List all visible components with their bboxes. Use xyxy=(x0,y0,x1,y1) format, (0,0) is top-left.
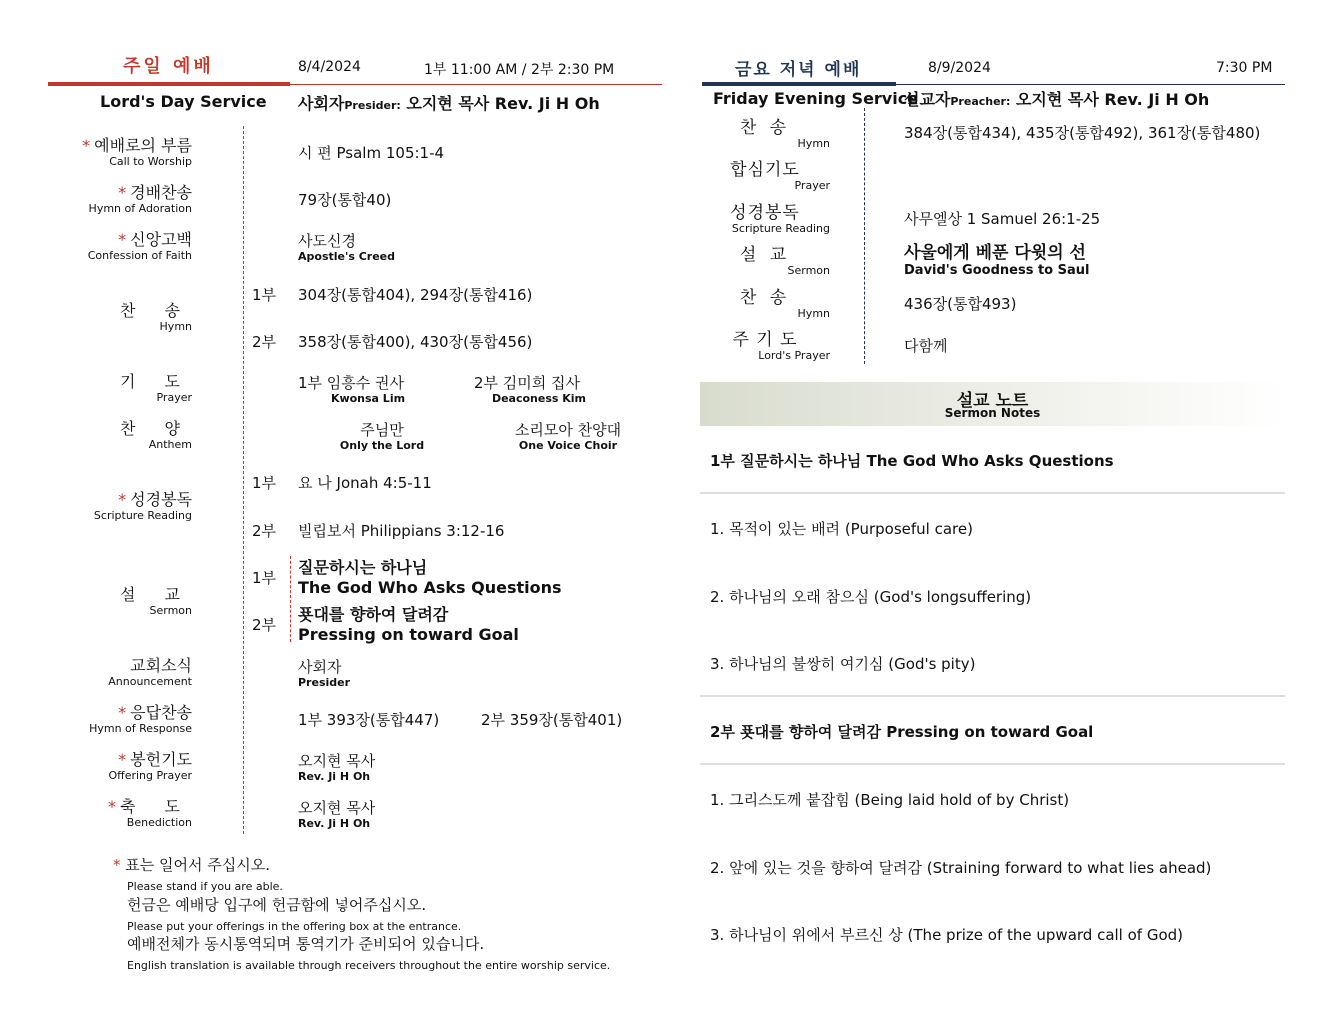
notes-part2-point: 2. 앞에 있는 것을 향하여 달려감 (Straining forward to what lies ahead) xyxy=(710,859,1212,877)
note-offering xyxy=(127,894,461,934)
note-translation-ko: 예배전체가 동시통역되며 통역기가 준비되어 있습니다. xyxy=(127,935,485,953)
faith-value-en: Apostle's Creed xyxy=(298,250,396,263)
benediction-en: Benediction xyxy=(126,816,192,829)
prayer-ko: 기 도 xyxy=(120,372,192,391)
call-ko: 예배로의 부름 xyxy=(94,136,192,155)
notes-part2-point: 1. 그리스도께 붙잡힘 (Being laid hold of by Christ) xyxy=(710,791,1070,809)
notes-part2-point: 3. 하나님이 위에서 부르신 상 (The prize of the upward call of God) xyxy=(710,926,1184,944)
friday-scripture-value: 사무엘상 1 Samuel 26:1-25 xyxy=(904,210,1101,228)
fri-hymn2-en: Hymn xyxy=(797,307,830,320)
hymn-part2: 2부 xyxy=(252,333,277,351)
anthem-a1: 주님만 xyxy=(360,421,404,439)
stand-marker: * xyxy=(118,703,127,722)
fri-scripture-ko: 성경봉독 xyxy=(730,203,800,223)
friday-prayer-label xyxy=(700,160,830,192)
note-stand-en: Please stand if you are able. xyxy=(127,880,283,893)
response-value2: 2부 359장(통합401) xyxy=(481,711,623,729)
fri-hymn1-en: Hymn xyxy=(797,137,830,150)
note-offering-en: Please put your offerings in the offering box at the entrance. xyxy=(127,920,462,933)
scripture-en: Scripture Reading xyxy=(93,509,192,522)
response-label xyxy=(2,703,192,735)
confession-label xyxy=(2,230,192,262)
presider-ko: 사회자 xyxy=(298,94,345,113)
offering-en: Offering Prayer xyxy=(108,769,192,782)
benediction-value-ko: 오지현 목사 xyxy=(298,799,376,817)
adoration-en: Hymn of Adoration xyxy=(88,202,192,215)
fri-scripture-en: Scripture Reading xyxy=(731,222,830,235)
benediction-ko: 축 도 xyxy=(120,797,192,816)
prayer-label xyxy=(2,372,192,404)
notes-part1-point: 2. 하나님의 오래 참으심 (God's longsuffering) xyxy=(710,588,1032,606)
prayer-en: Prayer xyxy=(156,391,192,404)
call-to-worship-label xyxy=(2,136,192,168)
notes-divider xyxy=(700,695,1285,697)
friday-time: 7:30 PM xyxy=(1216,60,1273,76)
friday-lords-prayer-value: 다함께 xyxy=(904,337,948,355)
prayer-p2: 2부 김미희 집사 xyxy=(474,374,581,392)
hymn-part1: 1부 xyxy=(252,286,277,304)
anthem-title xyxy=(322,419,442,452)
sunday-subtitle: Lord's Day Service xyxy=(100,92,267,111)
hymn-value2: 358장(통합400), 430장(통합456) xyxy=(298,333,533,351)
offering-label xyxy=(2,750,192,782)
sermon-divider xyxy=(290,556,291,642)
sermon-title2-en: Pressing on toward Goal xyxy=(298,625,519,644)
announce-value-en: Presider xyxy=(298,676,351,689)
scripture-part2: 2부 xyxy=(252,522,277,540)
presider-name: 오지현 목사 Rev. Ji H Oh xyxy=(400,94,600,113)
benediction-value-en: Rev. Ji H Oh xyxy=(298,817,371,830)
scripture-ko: 성경봉독 xyxy=(130,490,192,509)
friday-subtitle: Friday Evening Service xyxy=(713,89,919,108)
preacher-name: 오지현 목사 Rev. Ji H Oh xyxy=(1010,90,1210,109)
sunday-rule-thick xyxy=(48,82,290,86)
fri-prayer-ko: 합심기도 xyxy=(730,160,800,180)
friday-hymn2-label xyxy=(700,288,830,320)
friday-preacher xyxy=(904,87,1209,110)
sermon-title2-ko: 푯대를 향하여 달려감 xyxy=(298,605,449,624)
sunday-divider xyxy=(243,126,244,834)
notes-part1-heading: 1부 질문하시는 하나님 The God Who Asks Questions xyxy=(710,452,1114,470)
anthem-a2: 소리모아 찬양대 xyxy=(514,421,622,439)
stand-marker: * xyxy=(113,856,121,874)
fri-sermon-title-ko: 사울에게 베푼 다윗의 선 xyxy=(904,243,1086,263)
sermon-notes-title: 설교 노트 xyxy=(956,391,1029,411)
faith-value-ko: 사도신경 xyxy=(298,232,356,250)
note-translation xyxy=(127,933,610,973)
scripture-label xyxy=(2,490,192,522)
sermon-part1: 1부 xyxy=(252,569,277,587)
prayer-p2-en: Deaconess Kim xyxy=(491,392,587,405)
sunday-title: 주일 예배 xyxy=(123,56,214,77)
sunday-presider xyxy=(298,91,600,114)
faith-en: Confession of Faith xyxy=(87,249,192,262)
notes-part1-point: 3. 하나님의 불쌍히 여기심 (God's pity) xyxy=(710,655,976,673)
sermon-title1-en: The God Who Asks Questions xyxy=(298,578,562,597)
note-translation-en: English translation is available through receivers throughout the entire worship service. xyxy=(127,959,611,972)
announcement-label xyxy=(2,656,192,688)
anthem-choir xyxy=(503,419,633,452)
notes-part2-heading: 2부 푯대를 향하여 달려감 Pressing on toward Goal xyxy=(710,723,1094,741)
prayer-p1-en: Kwonsa Lim xyxy=(330,392,406,405)
offering-value xyxy=(298,750,375,783)
scripture-value1: 요 나 Jonah 4:5-11 xyxy=(298,474,432,492)
friday-scripture-label xyxy=(700,203,830,235)
announce-en: Announcement xyxy=(108,675,192,688)
sermon-title1-ko: 질문하시는 하나님 xyxy=(298,558,428,577)
note-stand-ko: 표는 일어서 주십시오. xyxy=(125,856,270,874)
hymn-value1: 304장(통합404), 294장(통합416) xyxy=(298,286,533,304)
fri-hymn2-ko: 찬 송 xyxy=(739,288,791,308)
anthem-en: Anthem xyxy=(148,438,192,451)
scripture-value2: 빌립보서 Philippians 3:12-16 xyxy=(298,522,505,540)
friday-hymn2-value: 436장(통합493) xyxy=(904,295,1017,313)
announce-value-ko: 사회자 xyxy=(298,658,342,676)
benediction-value xyxy=(298,797,375,830)
announcement-value xyxy=(298,656,350,689)
fri-hymn1-ko: 찬 송 xyxy=(739,118,791,138)
friday-hymn1-label xyxy=(700,118,830,150)
friday-divider xyxy=(864,108,865,364)
hymn-ko: 찬 송 xyxy=(120,301,192,320)
friday-hymn1-value: 384장(통합434), 435장(통합492), 361장(통합480) xyxy=(904,124,1261,142)
notes-divider xyxy=(700,492,1285,494)
stand-marker: * xyxy=(118,183,127,202)
friday-rule-thin xyxy=(896,84,1285,85)
note-stand xyxy=(113,854,283,894)
response-ko: 응답찬송 xyxy=(130,703,192,722)
prayer-leader-2 xyxy=(474,372,604,405)
stand-marker: * xyxy=(118,490,127,509)
preacher-en: Preacher: xyxy=(950,95,1011,108)
sermon-label xyxy=(2,585,192,617)
sunday-date: 8/4/2024 xyxy=(298,59,361,75)
fri-sermon-ko: 설 교 xyxy=(739,245,791,265)
announce-ko: 교회소식 xyxy=(130,656,192,675)
anthem-a1-en: Only the Lord xyxy=(339,439,425,452)
fri-prayer-en: Prayer xyxy=(794,179,830,192)
sermon-en: Sermon xyxy=(149,604,192,617)
hymn-label xyxy=(2,301,192,333)
sunday-rule-thin xyxy=(290,84,662,85)
fri-sermon-title-en: David's Goodness to Saul xyxy=(904,263,1090,278)
confession-value xyxy=(298,230,395,263)
adoration-label xyxy=(2,183,192,215)
sunday-times: 1부 11:00 AM / 2부 2:30 PM xyxy=(424,62,615,78)
anthem-label xyxy=(2,419,192,451)
offering-value-ko: 오지현 목사 xyxy=(298,752,376,770)
notes-part1-point: 1. 목적이 있는 배려 (Purposeful care) xyxy=(710,520,973,538)
call-en: Call to Worship xyxy=(109,155,192,168)
sermon-ko: 설 교 xyxy=(120,585,192,604)
adoration-ko: 경배찬송 xyxy=(130,183,192,202)
call-value: 시 편 Psalm 105:1-4 xyxy=(298,144,445,162)
response-value1: 1부 393장(통합447) xyxy=(298,711,440,729)
stand-marker: * xyxy=(108,797,116,816)
notes-divider xyxy=(700,763,1285,765)
fri-lords-en: Lord's Prayer xyxy=(758,349,830,362)
friday-title: 금요 저녁 예배 xyxy=(735,60,862,80)
presider-en: Presider: xyxy=(344,99,401,112)
fri-sermon-en: Sermon xyxy=(787,264,830,277)
prayer-leader-1 xyxy=(298,372,438,405)
sermon-part2: 2부 xyxy=(252,616,277,634)
stand-marker: * xyxy=(82,136,91,155)
offering-value-en: Rev. Ji H Oh xyxy=(298,770,371,783)
friday-sermon-label xyxy=(700,245,830,277)
stand-marker: * xyxy=(118,230,127,249)
offering-ko: 봉헌기도 xyxy=(130,750,192,769)
faith-ko: 신앙고백 xyxy=(130,230,192,249)
benediction-label xyxy=(2,797,192,829)
anthem-ko: 찬 양 xyxy=(120,419,192,438)
friday-rule-thick xyxy=(702,82,896,86)
anthem-a2-en: One Voice Choir xyxy=(518,439,618,452)
prayer-p1: 1부 임흥수 권사 xyxy=(298,374,405,392)
note-offering-ko: 헌금은 예배당 입구에 헌금함에 넣어주십시오. xyxy=(127,896,427,914)
friday-date: 8/9/2024 xyxy=(928,60,991,76)
friday-lords-prayer-label xyxy=(700,330,830,362)
stand-marker: * xyxy=(118,750,127,769)
fri-lords-ko: 주 기 도 xyxy=(732,330,798,350)
hymn-en: Hymn xyxy=(159,320,192,333)
scripture-part1: 1부 xyxy=(252,474,277,492)
friday-sermon-value xyxy=(904,238,1089,278)
response-en: Hymn of Response xyxy=(89,722,192,735)
preacher-ko: 설교자 xyxy=(904,90,951,109)
sermon-notes-subtitle: Sermon Notes xyxy=(944,406,1041,420)
adoration-value: 79장(통합40) xyxy=(298,191,392,209)
